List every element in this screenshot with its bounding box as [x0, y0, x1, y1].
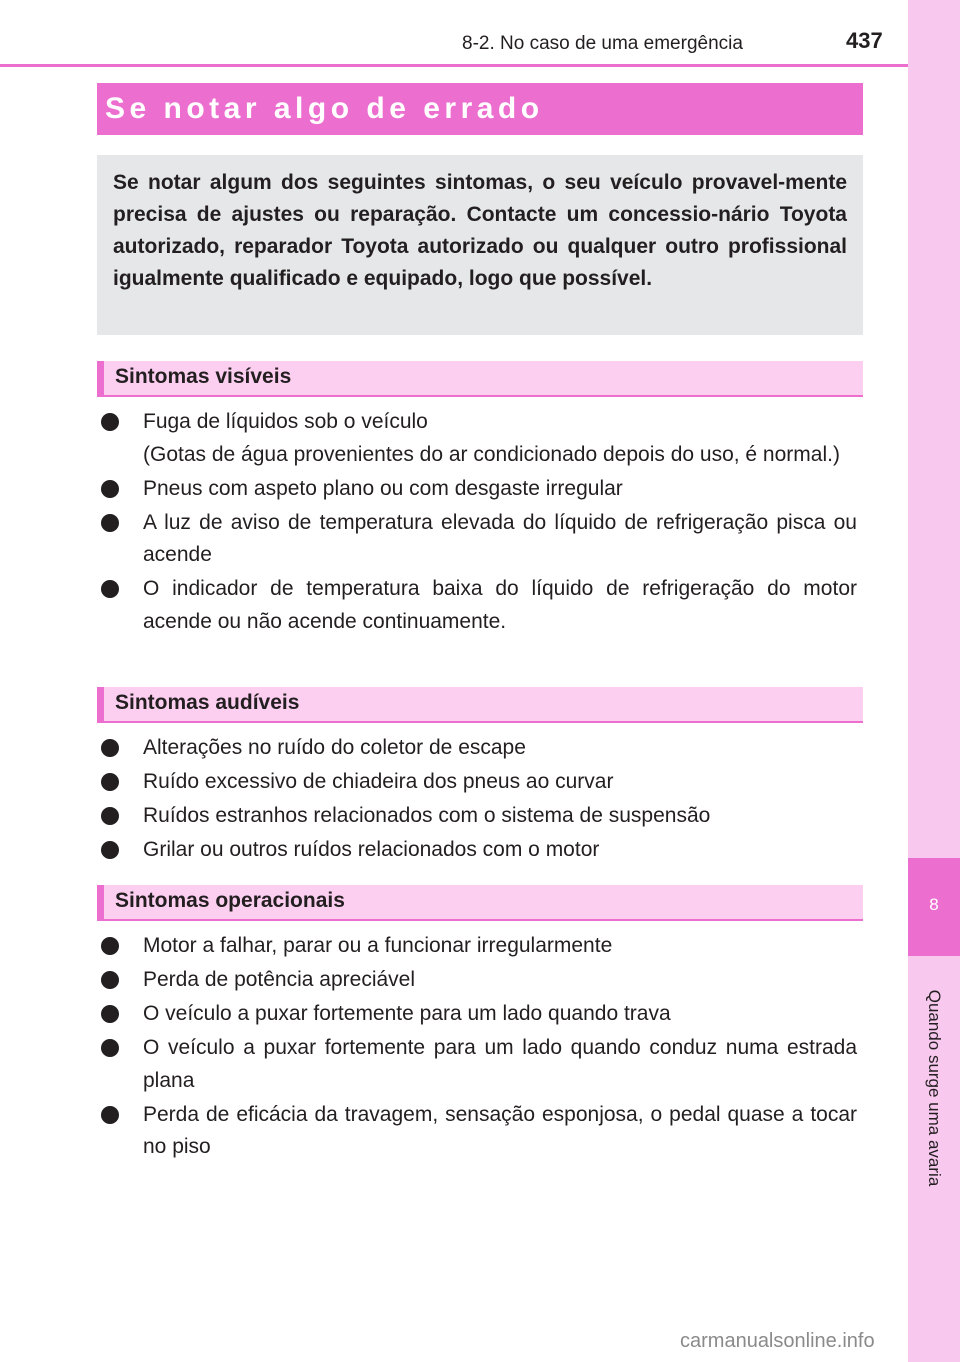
list-item-text: O veículo a puxar fortemente para um lado quando conduz numa estrada plana [143, 1036, 857, 1092]
intro-box [97, 155, 863, 335]
list-item-text: O indicador de temperatura baixa do líquido de refrigeração do motor acende ou não acende continuamente. [143, 577, 857, 633]
bullet-icon [101, 1005, 119, 1023]
list-item [97, 406, 857, 471]
list-item [97, 1032, 857, 1097]
page-number: 437 [846, 28, 883, 53]
list-item-text: O veículo a puxar fortemente para um lado quando trava [143, 1002, 671, 1025]
list-item [97, 834, 857, 867]
title-bar [97, 83, 863, 135]
list-item [97, 766, 857, 799]
list-item [97, 573, 857, 638]
bullet-icon [101, 514, 119, 532]
bullet-icon [101, 480, 119, 498]
section-heading: Sintomas audíveis [115, 691, 300, 714]
bullet-icon [101, 1106, 119, 1124]
list-item [97, 930, 857, 963]
list-item-text: Pneus com aspeto plano ou com desgaste irregular [143, 476, 623, 500]
section-heading: Sintomas operacionais [115, 889, 345, 912]
bullet-list-audible [97, 732, 857, 868]
list-item [97, 998, 857, 1031]
chapter-number: 8 [929, 895, 939, 914]
list-item [97, 507, 857, 572]
list-item-text: Ruído excessivo de chiadeira dos pneus ao curvar [143, 770, 614, 793]
intro-text: Se notar algum dos seguintes sintomas, o seu veículo provavel-mente precisa de ajustes ou reparação. Contacte um concessio-nário Toyota autorizado, reparador Toyota autorizado ou qualquer outro profissional igualmente qualificado e equipado, logo que possível. [113, 171, 847, 290]
header-section-title: 8-2. No caso de uma emergência [462, 33, 743, 54]
list-item [97, 1099, 857, 1164]
bullet-icon [101, 413, 119, 431]
bullet-icon [101, 773, 119, 791]
bullet-icon [101, 580, 119, 598]
chapter-title: Quando surge uma avaria [925, 989, 944, 1187]
list-item-text: Perda de potência apreciável [143, 968, 416, 991]
bullet-icon [101, 971, 119, 989]
section-header-audible [97, 687, 863, 723]
list-item-text: Perda de eficácia da travagem, sensação esponjosa, o pedal quase a tocar no piso [143, 1102, 857, 1158]
watermark: carmanualsonline.info [680, 1330, 875, 1352]
bullet-list-visible [97, 406, 857, 640]
bullet-list-operational [97, 930, 857, 1165]
list-item [97, 964, 857, 997]
page-title: Se notar algo de errado [105, 92, 544, 125]
list-item-text: A luz de aviso de temperatura elevada do líquido de refrigeração pisca ou acende [143, 510, 857, 566]
list-item-text: Grilar ou outros ruídos relacionados com o motor [143, 838, 600, 861]
section-header-operational [97, 885, 863, 921]
section-heading: Sintomas visíveis [115, 365, 292, 388]
header-rule [0, 64, 908, 67]
list-item [97, 800, 857, 833]
bullet-icon [101, 807, 119, 825]
list-item [97, 473, 857, 506]
bullet-icon [101, 841, 119, 859]
list-item-text: Fuga de líquidos sob o veículo (Gotas de água provenientes do ar condicionado depois do uso, é normal.) [143, 410, 840, 466]
section-header-visible [97, 361, 863, 397]
bullet-icon [101, 739, 119, 757]
list-item [97, 732, 857, 765]
bullet-icon [101, 937, 119, 955]
list-item-text: Alterações no ruído do coletor de escape [143, 736, 526, 759]
bullet-icon [101, 1039, 119, 1057]
list-item-text: Motor a falhar, parar ou a funcionar irregularmente [143, 934, 613, 957]
list-item-text: Ruídos estranhos relacionados com o sistema de suspensão [143, 804, 711, 827]
